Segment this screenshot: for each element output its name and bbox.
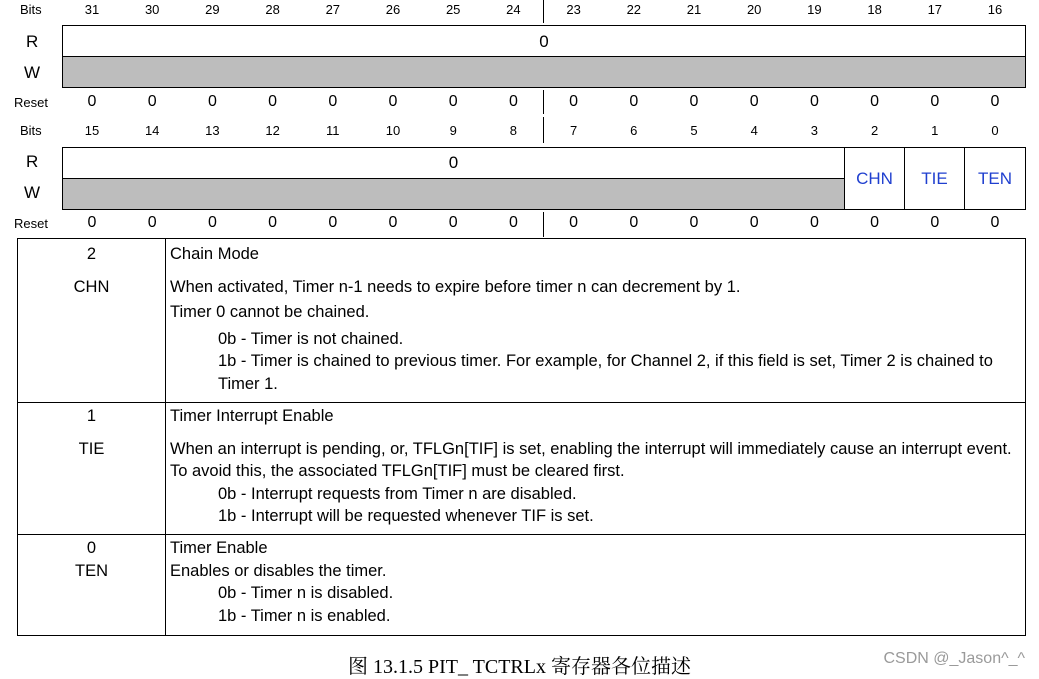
bit-number: 8: [509, 123, 517, 138]
reset-value: 0: [388, 214, 398, 231]
reset-label: Reset: [14, 95, 48, 110]
field-cell: [18, 535, 166, 636]
bit-number: 25: [445, 2, 461, 17]
field-cell: [18, 239, 166, 403]
field-text: When an interrupt is pending, or, TFLGn[TIF] is set, enabling the interrupt will immediately cause an interrupt event. To avoid this, the associated TFLGn[TIF] must be cleared first.: [170, 439, 1012, 480]
reset-value: 0: [207, 93, 217, 110]
bit-number: 11: [326, 123, 340, 138]
bit-number: 22: [626, 2, 642, 17]
description-cell: [166, 403, 1026, 535]
bit-number: 13: [205, 123, 220, 138]
lower-read-value: 0: [448, 153, 459, 172]
reset-value: 0: [147, 214, 157, 231]
field-option: 0b - Timer n is disabled.: [218, 584, 394, 602]
description-cell: [166, 239, 1026, 403]
field-text: Timer 0 cannot be chained.: [170, 303, 370, 321]
watermark: CSDN @_Jason^_^: [883, 650, 1025, 667]
reset-value: 0: [629, 214, 639, 231]
bit-number: 23: [566, 2, 581, 17]
reset-value: 0: [207, 214, 217, 231]
bit-number: 20: [746, 2, 762, 17]
bit-number: 9: [449, 123, 457, 138]
bit-number: 16: [987, 2, 1003, 17]
reset-value: 0: [508, 93, 518, 110]
bit-number: 28: [265, 2, 280, 17]
byte-divider: [543, 90, 544, 114]
field-text: When activated, Timer n-1 needs to expire before timer n can decrement by 1.: [170, 277, 741, 296]
byte-divider: [543, 212, 544, 237]
reset-value: 0: [870, 214, 880, 231]
bit-number: 0: [991, 123, 999, 138]
bits-label: Bits: [20, 2, 42, 17]
bit-number: 2: [870, 123, 879, 138]
field-chn: CHN: [844, 147, 905, 210]
field-name: TEN: [75, 561, 108, 580]
figure-caption: 图 13.1.5 PIT_ TCTRLx 寄存器各位描述: [348, 656, 691, 678]
read-label: R: [26, 32, 39, 51]
table-row: [18, 535, 1026, 636]
reset-value: 0: [689, 93, 699, 110]
field-bit: 0: [86, 539, 97, 557]
bit-number: 4: [750, 123, 758, 138]
upper-read-field: [62, 25, 1026, 57]
bit-number: 30: [144, 2, 160, 17]
bit-number: 14: [144, 123, 160, 138]
reset-value: 0: [990, 214, 1000, 231]
byte-divider: [543, 117, 544, 143]
bit-number: 29: [205, 2, 220, 17]
table-row: [18, 239, 1026, 403]
lower-read-field: [62, 147, 845, 179]
field-option: 0b - Timer is not chained.: [218, 329, 404, 348]
bit-number: 31: [84, 2, 100, 17]
field-text: Enables or disables the timer.: [170, 561, 387, 580]
field-tie: TIE: [904, 147, 965, 210]
reset-value: 0: [147, 93, 157, 110]
description-cell: [166, 535, 1026, 636]
field-option: 1b - Timer n is enabled.: [218, 606, 391, 625]
field-title: Timer Enable: [170, 539, 268, 557]
bit-number: 1: [931, 123, 939, 138]
bit-number: 26: [385, 2, 401, 17]
reset-value: 0: [749, 214, 759, 231]
reset-value: 0: [990, 93, 1000, 110]
reset-value: 0: [87, 214, 97, 231]
reset-value: 0: [809, 214, 819, 231]
bit-number: 27: [325, 2, 341, 17]
field-title: Chain Mode: [170, 245, 259, 263]
read-label: R: [26, 152, 39, 171]
write-label: W: [24, 183, 41, 202]
field-cell: [18, 403, 166, 535]
bit-number: 24: [506, 2, 521, 17]
table-row: [18, 403, 1026, 535]
field-description-table: [17, 238, 1026, 636]
reset-value: 0: [689, 214, 699, 231]
field-option: 0b - Interrupt requests from Timer n are disabled.: [218, 484, 577, 503]
byte-divider: [543, 0, 544, 23]
field-ten: TEN: [964, 147, 1026, 210]
reset-label: Reset: [14, 216, 48, 231]
bit-number: 15: [84, 123, 100, 138]
reset-value: 0: [629, 93, 639, 110]
reset-value: 0: [388, 93, 398, 110]
bit-number: 19: [807, 2, 822, 17]
reset-value: 0: [930, 93, 940, 110]
reset-value: 0: [448, 214, 458, 231]
reset-value: 0: [508, 214, 518, 231]
bit-number: 5: [690, 123, 698, 138]
reset-value: 0: [809, 93, 819, 110]
reset-value: 0: [268, 214, 278, 231]
field-option: 1b - Timer is chained to previous timer. For example, for Channel 2, if this field is set, Timer 2 is chained to Timer 1.: [218, 352, 993, 393]
bit-number: 12: [265, 123, 280, 138]
bit-number: 3: [810, 123, 818, 138]
reset-value: 0: [569, 93, 579, 110]
upper-write-field: [62, 56, 1026, 88]
reset-value: 0: [328, 214, 338, 231]
field-bit: 2: [86, 245, 97, 263]
reset-value: 0: [448, 93, 458, 110]
reset-value: 0: [87, 93, 97, 110]
reset-value: 0: [569, 214, 579, 231]
reset-value: 0: [268, 93, 278, 110]
bit-number: 6: [630, 123, 638, 138]
bit-number: 21: [686, 2, 702, 17]
field-bit: 1: [86, 407, 97, 425]
bit-number: 17: [927, 2, 943, 17]
upper-read-value: 0: [539, 32, 549, 51]
bit-number: 7: [569, 123, 578, 138]
bit-number: 18: [867, 2, 882, 17]
lower-write-field: [62, 178, 845, 210]
reset-value: 0: [749, 93, 759, 110]
reset-value: 0: [930, 214, 940, 231]
field-title: Timer Interrupt Enable: [170, 407, 334, 425]
write-label: W: [24, 63, 41, 82]
reset-value: 0: [328, 93, 338, 110]
field-name: CHN: [73, 277, 110, 296]
bit-number: 10: [385, 123, 401, 138]
field-name: TIE: [78, 439, 105, 458]
field-option: 1b - Interrupt will be requested whenever TIF is set.: [218, 507, 594, 525]
reset-value: 0: [870, 93, 880, 110]
bits-label: Bits: [20, 123, 42, 138]
